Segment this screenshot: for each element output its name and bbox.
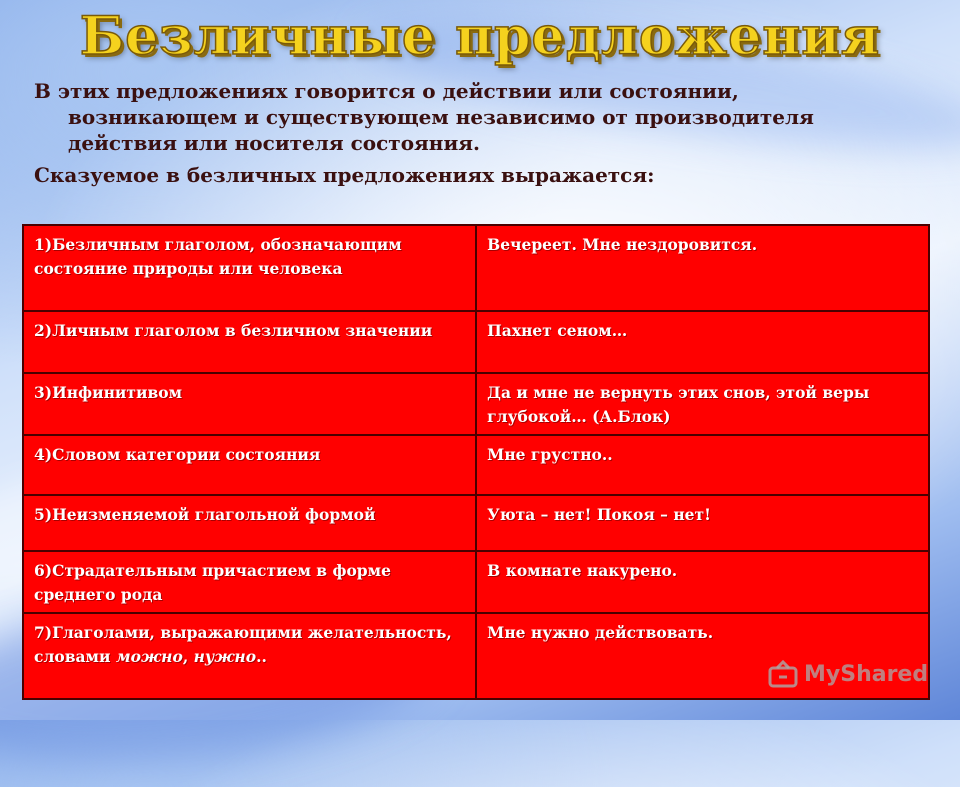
predicate-means-cell: 1)Безличным глаголом, обозначающим состояние природы или человека xyxy=(23,225,476,311)
means-italic-word: можно xyxy=(115,647,183,666)
table-row xyxy=(23,551,929,613)
intro-paragraph-predicate: Сказуемое в безличных предложениях выражается: xyxy=(34,163,655,187)
example-cell: Пахнет сеном… xyxy=(476,311,929,373)
table-row xyxy=(23,373,929,435)
means-italic-word: нужно xyxy=(193,647,257,666)
example-cell: Да и мне не вернуть этих снов, этой веры глубокой… (А.Блок) xyxy=(476,373,929,435)
table-row xyxy=(23,435,929,495)
example-cell: Мне грустно.. xyxy=(476,435,929,495)
example-cell: В комнате накурено. xyxy=(476,551,929,613)
table-row xyxy=(23,311,929,373)
intro-paragraph-definition: В этих предложениях говорится о действии или состоянии, возникающем и существующем независимо от производителя действия или носителя состояния. xyxy=(34,79,814,155)
watermark xyxy=(768,656,928,692)
predicate-means-cell: 5)Неизменяемой глагольной формой xyxy=(23,495,476,551)
intro-block xyxy=(34,78,914,188)
watermark-text: MyShared xyxy=(804,661,929,687)
means-suffix: .. xyxy=(256,647,267,666)
example-cell: Вечереет. Мне нездоровится. xyxy=(476,225,929,311)
means-separator: , xyxy=(182,647,194,666)
predicate-means-cell: 4)Словом категории состояния xyxy=(23,435,476,495)
example-cell: Уюта – нет! Покоя – нет! xyxy=(476,495,929,551)
predicate-means-cell xyxy=(23,613,476,699)
predicate-types-table xyxy=(22,224,930,700)
table-row xyxy=(23,225,929,311)
example-cell: Мне нужно действовать. xyxy=(476,613,929,699)
means-text: 7)Глаголами, выражающими желательность, словами xyxy=(34,623,452,666)
predicate-means-cell: 3)Инфинитивом xyxy=(23,373,476,435)
predicate-means-cell: 6)Страдательным причастием в форме среднего рода xyxy=(23,551,476,613)
table-row xyxy=(23,495,929,551)
slide-title: Безличные предложения xyxy=(79,6,881,67)
predicate-means-cell: 2)Личным глаголом в безличном значении xyxy=(23,311,476,373)
myshared-logo-icon xyxy=(768,659,798,689)
